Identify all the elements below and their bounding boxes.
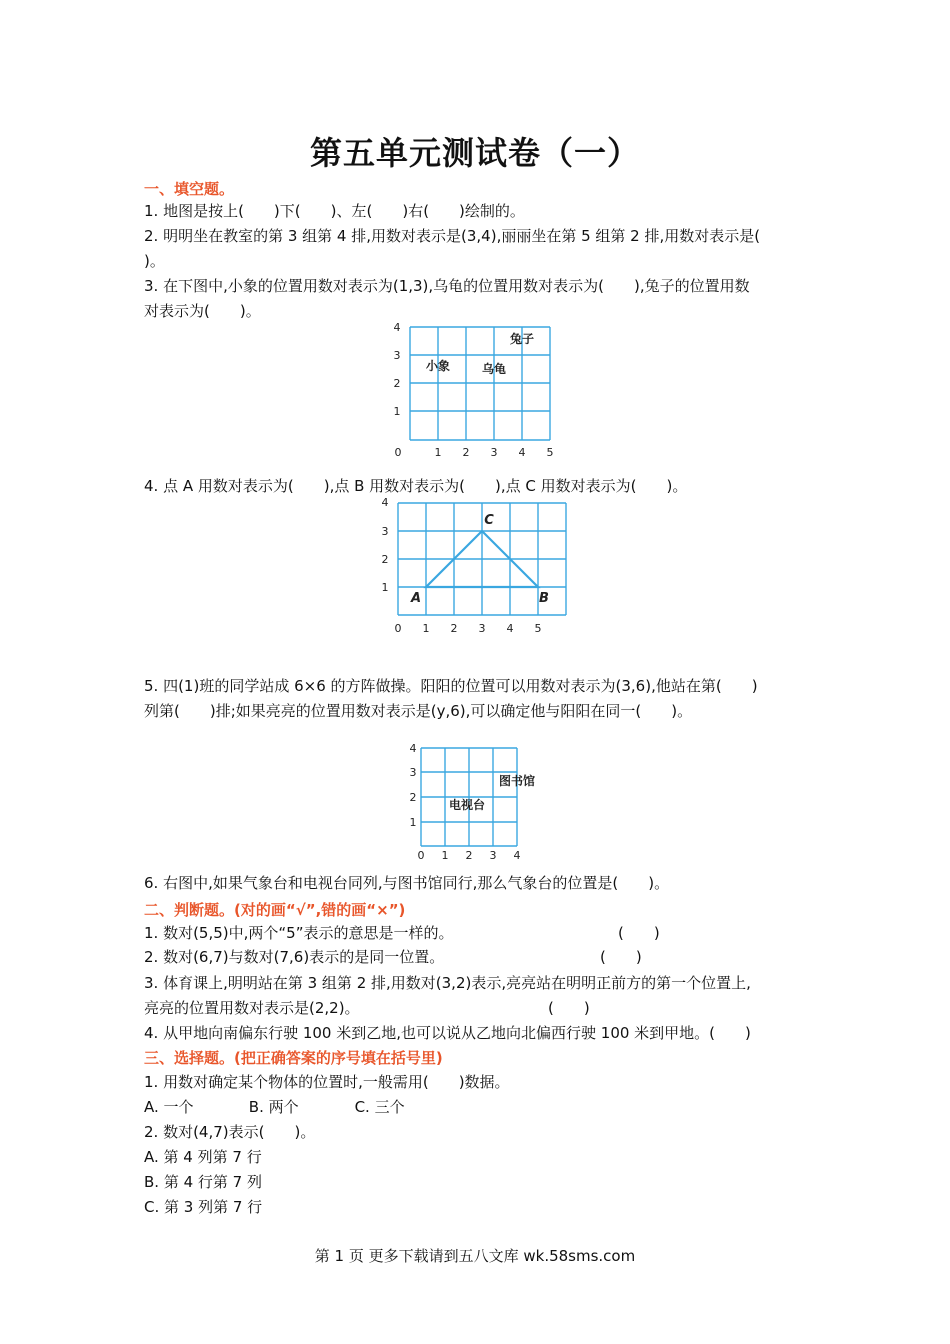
judge-answer-2: ( ) [600, 948, 642, 966]
y-tick: 1 [381, 581, 389, 594]
point-c-label: C [484, 513, 494, 528]
judge-answer-3: ( ) [548, 999, 590, 1017]
choice-option: C. 三个 [354, 1098, 405, 1116]
x-tick: 3 [478, 622, 486, 635]
fill-question-3-line-2: 对表示为( )。 [144, 302, 261, 320]
judge-question-1 [144, 923, 810, 943]
label-library: 图书馆 [498, 774, 536, 788]
grid-figure-buildings [405, 742, 545, 864]
label-turtle: 乌龟 [481, 362, 507, 376]
x-tick: 5 [534, 622, 542, 635]
x-tick: 2 [465, 849, 473, 862]
choice-question-2: 2. 数对(4,7)表示( )。 [144, 1123, 316, 1141]
judge-question-3-text: 亮亮的位置用数对表示是(2,2)。 [144, 999, 360, 1017]
x-tick: 4 [513, 849, 521, 862]
x-tick: 1 [422, 622, 430, 635]
y-tick: 3 [393, 349, 401, 362]
judge-question-2-text: 2. 数对(6,7)与数对(7,6)表示的是同一位置。 [144, 948, 445, 966]
x-tick: 0 [417, 849, 425, 862]
judge-question-2 [144, 947, 810, 967]
choice-question-1: 1. 用数对确定某个物体的位置时,一般需用( )数据。 [144, 1073, 510, 1091]
fill-question-5-line-2: 列第( )排;如果亮亮的位置用数对表示是(y,6),可以确定他与阳阳在同一( )。 [144, 702, 693, 720]
y-tick: 1 [393, 405, 401, 418]
section-judge-heading: 二、判断题。(对的画“√”,错的画“×”) [144, 901, 406, 919]
y-tick: 2 [393, 377, 401, 390]
y-tick: 2 [409, 791, 417, 804]
x-tick: 2 [450, 622, 458, 635]
y-tick: 3 [409, 766, 417, 779]
x-tick: 5 [546, 446, 554, 459]
choice-option: A. 一个 [144, 1098, 194, 1116]
point-b-label: B [539, 591, 549, 606]
y-tick: 4 [381, 496, 389, 509]
page-footer: 第 1 页 更多下载请到五八文库 wk.58sms.com [314, 1247, 636, 1265]
x-tick: 3 [490, 446, 498, 459]
x-tick: 3 [489, 849, 497, 862]
fill-question-6: 6. 右图中,如果气象台和电视台同列,与图书馆同行,那么气象台的位置是( )。 [144, 874, 670, 892]
y-tick: 1 [409, 816, 417, 829]
fill-question-2-line-1: 2. 明明坐在教室的第 3 组第 4 排,用数对表示是(3,4),丽丽坐在第 5 组第 2 排,用数对表示是( [144, 227, 761, 245]
point-a-label: A [410, 591, 422, 606]
label-rabbit: 兔子 [509, 332, 535, 346]
judge-question-4: 4. 从甲地向南偏东行驶 100 米到乙地,也可以说从乙地向北偏西行驶 100 米到甲地。( ) [144, 1024, 751, 1042]
y-tick: 4 [393, 321, 401, 334]
judge-question-3 [144, 998, 810, 1018]
y-tick: 2 [381, 553, 389, 566]
fill-question-4: 4. 点 A 用数对表示为( ),点 B 用数对表示为( ),点 C 用数对表示为( )。 [144, 477, 688, 495]
label-tv-station: 电视台 [448, 798, 486, 812]
x-tick: 4 [506, 622, 514, 635]
judge-question-3-line-1: 3. 体育课上,明明站在第 3 组第 2 排,用数对(3,2)表示,亮亮站在明明正前方的第一个位置上, [144, 974, 751, 992]
choice-question-1-options [144, 1097, 810, 1117]
fill-question-2-line-2: )。 [144, 252, 165, 270]
choice-option: B. 两个 [248, 1098, 299, 1116]
x-tick: 0 [394, 446, 402, 459]
x-tick: 4 [518, 446, 526, 459]
choice-option: B. 第 4 行第 7 列 [144, 1173, 262, 1191]
x-tick: 1 [441, 849, 449, 862]
x-tick: 0 [394, 622, 402, 635]
grid-figure-triangle [372, 495, 577, 638]
grid-lines-3 [421, 748, 517, 846]
fill-question-3-line-1: 3. 在下图中,小象的位置用数对表示为(1,3),乌龟的位置用数对表示为( ),兔子的位置用数 [144, 277, 750, 295]
page-title: 第五单元测试卷（一） [309, 134, 640, 172]
choice-option: A. 第 4 列第 7 行 [144, 1148, 262, 1166]
x-tick: 2 [462, 446, 470, 459]
x-tick: 1 [434, 446, 442, 459]
grid-figure-animals [385, 320, 570, 465]
section-choice-heading: 三、选择题。(把正确答案的序号填在括号里) [144, 1049, 443, 1067]
label-elephant: 小象 [425, 359, 451, 373]
judge-answer-1: ( ) [618, 924, 660, 942]
choice-option: C. 第 3 列第 7 行 [144, 1198, 263, 1216]
fill-question-1: 1. 地图是按上( )下( )、左( )右( )绘制的。 [144, 202, 525, 220]
y-tick: 4 [409, 742, 417, 755]
y-tick: 3 [381, 525, 389, 538]
section-fill-heading: 一、填空题。 [144, 180, 235, 198]
judge-question-1-text: 1. 数对(5,5)中,两个“5”表示的意思是一样的。 [144, 924, 454, 942]
fill-question-5-line-1: 5. 四(1)班的同学站成 6×6 的方阵做操。阳阳的位置可以用数对表示为(3,6),他站在第( ) [144, 677, 758, 695]
